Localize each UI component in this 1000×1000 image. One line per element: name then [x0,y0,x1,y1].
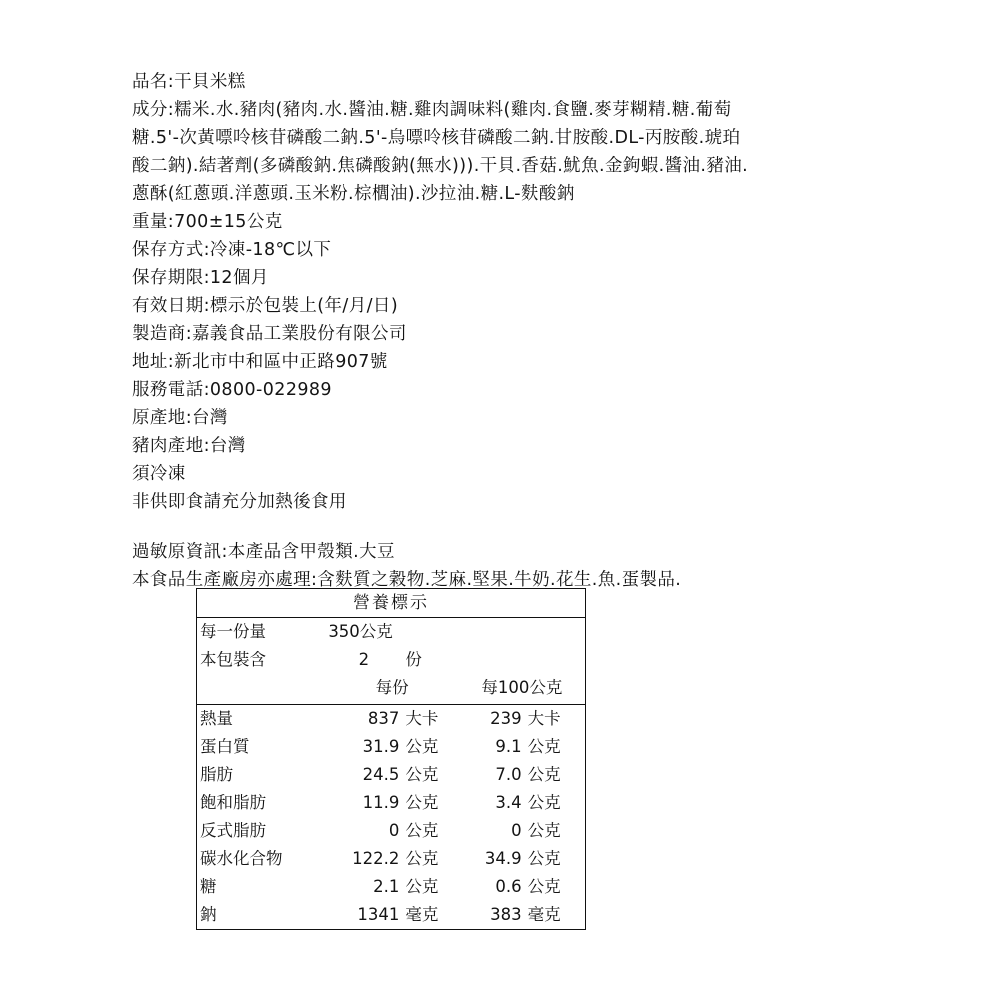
nutrient-per100-unit: 公克 [527,877,561,896]
label-line-weight: 重量:700±15公克 [132,212,283,232]
serving-size-value: 350公克 [328,622,393,641]
label-spacer [132,516,872,538]
nutrient-serving-value: 31.9 [362,737,400,756]
column-header-per-serving: 每份 [375,678,409,697]
label-line-keep-frozen: 須冷凍 [132,464,186,484]
nutrient-name: 鈉 [200,905,217,924]
nutrient-serving-value: 0 [388,821,400,840]
nutrient-serving-value: 24.5 [362,765,400,784]
nutrient-per100-unit: 公克 [527,737,561,756]
serving-size-row [197,618,586,647]
label-line-expiry: 有效日期:標示於包裝上(年/月/日) [132,296,399,316]
nutrient-per100-value: 0.6 [495,877,522,896]
nutrient-name: 蛋白質 [200,737,250,756]
nutrient-serving-unit: 公克 [405,737,439,756]
table-row [197,873,586,901]
nutrient-serving-unit: 毫克 [405,905,439,924]
label-line-ingredients-2: 糖.5'-次黃嘌呤核苷磷酸二鈉.5'-烏嘌呤核苷磷酸二鈉.甘胺酸.DL-丙胺酸.琥珀 [132,128,741,148]
table-row [197,733,586,761]
table-row [197,761,586,789]
serving-size-blank-2 [525,618,586,647]
nutrient-per100-value: 7.0 [495,765,522,784]
nutrient-serving-value: 1341 [357,905,400,924]
serving-size-blank-1 [459,618,525,647]
nutrition-column-header-row [197,674,586,702]
nutrition-title: 營養標示 [197,589,586,618]
table-row [197,901,586,930]
nutrition-table [196,588,586,930]
label-line-allergen-info: 過敏原資訊:本產品含甲殼類.大豆 [132,542,395,562]
nutrient-serving-unit: 公克 [405,821,439,840]
nutrient-per100-value: 9.1 [495,737,522,756]
nutrient-serving-unit: 公克 [405,849,439,868]
nutrient-serving-value: 11.9 [362,793,400,812]
per-package-blank-1 [459,646,525,674]
per-package-unit: 份 [405,650,422,669]
nutrient-name: 碳水化合物 [200,849,283,868]
label-line-product-name: 品名:干貝米糕 [132,72,246,92]
table-row [197,705,586,734]
nutrition-table-wrap [196,588,586,930]
label-line-service-phone: 服務電話:0800-022989 [132,380,332,400]
nutrient-name: 熱量 [200,709,233,728]
label-line-manufacturer: 製造商:嘉義食品工業股份有限公司 [132,324,407,344]
label-line-shelf-life: 保存期限:12個月 [132,268,269,288]
nutrient-name: 脂肪 [200,765,233,784]
nutrient-per100-unit: 公克 [527,821,561,840]
label-line-ingredients-4: 蔥酥(紅蔥頭.洋蔥頭.玉米粉.棕櫚油).沙拉油.糖.L-麩酸鈉 [132,184,575,204]
nutrient-serving-value: 122.2 [352,849,400,868]
label-line-pork-origin: 豬肉產地:台灣 [132,436,246,456]
nutrient-name: 糖 [200,877,217,896]
label-line-origin: 原產地:台灣 [132,408,228,428]
nutrition-title-row [197,589,586,618]
per-package-value: 2 [358,650,370,669]
per-package-blank-2 [525,646,586,674]
nutrient-per100-unit: 毫克 [527,905,561,924]
nutrient-per100-unit: 大卡 [527,709,561,728]
table-row [197,845,586,873]
nutrient-serving-unit: 大卡 [405,709,439,728]
nutrient-per100-value: 383 [490,905,522,924]
nutrient-per100-value: 239 [490,709,522,728]
nutrient-per100-unit: 公克 [527,765,561,784]
nutrient-serving-value: 837 [367,709,400,728]
label-line-heating-instruction: 非供即食請充分加熱後食用 [132,492,347,512]
nutrient-per100-value: 3.4 [495,793,522,812]
nutrient-per100-value: 0 [511,821,522,840]
nutrient-name: 飽和脂肪 [200,793,266,812]
per-package-row [197,646,586,674]
serving-size-label: 每一份量 [200,622,266,641]
label-line-address: 地址:新北市中和區中正路907號 [132,352,388,372]
nutrient-per100-unit: 公克 [527,849,561,868]
nutrient-per100-value: 34.9 [484,849,522,868]
column-header-per-100g: 每100公克 [481,678,563,697]
table-row [197,789,586,817]
label-line-facility-allergen: 本食品生產廠房亦處理:含麩質之穀物.芝麻.堅果.牛奶.花生.魚.蛋製品. [132,570,682,590]
nutrient-serving-unit: 公克 [405,877,439,896]
nutrient-serving-unit: 公克 [405,765,439,784]
nutrient-serving-unit: 公克 [405,793,439,812]
nutrient-name: 反式脂肪 [200,821,266,840]
per-package-label: 本包裝含 [200,650,266,669]
label-line-ingredients-1: 成分:糯米.水.豬肉(豬肉.水.醬油.糖.雞肉調味料(雞肉.食鹽.麥芽糊精.糖.葡萄 [132,100,732,120]
nutrient-per100-unit: 公克 [527,793,561,812]
nutrient-serving-value: 2.1 [373,877,400,896]
product-label-text [132,68,872,594]
column-header-blank [197,674,326,702]
table-row [197,817,586,845]
label-line-storage: 保存方式:冷凍-18℃以下 [132,240,332,260]
label-line-ingredients-3: 酸二鈉).結著劑(多磷酸鈉.焦磷酸鈉(無水))).干貝.香菇.魷魚.金鉤蝦.醬油.豬油. [132,156,749,176]
